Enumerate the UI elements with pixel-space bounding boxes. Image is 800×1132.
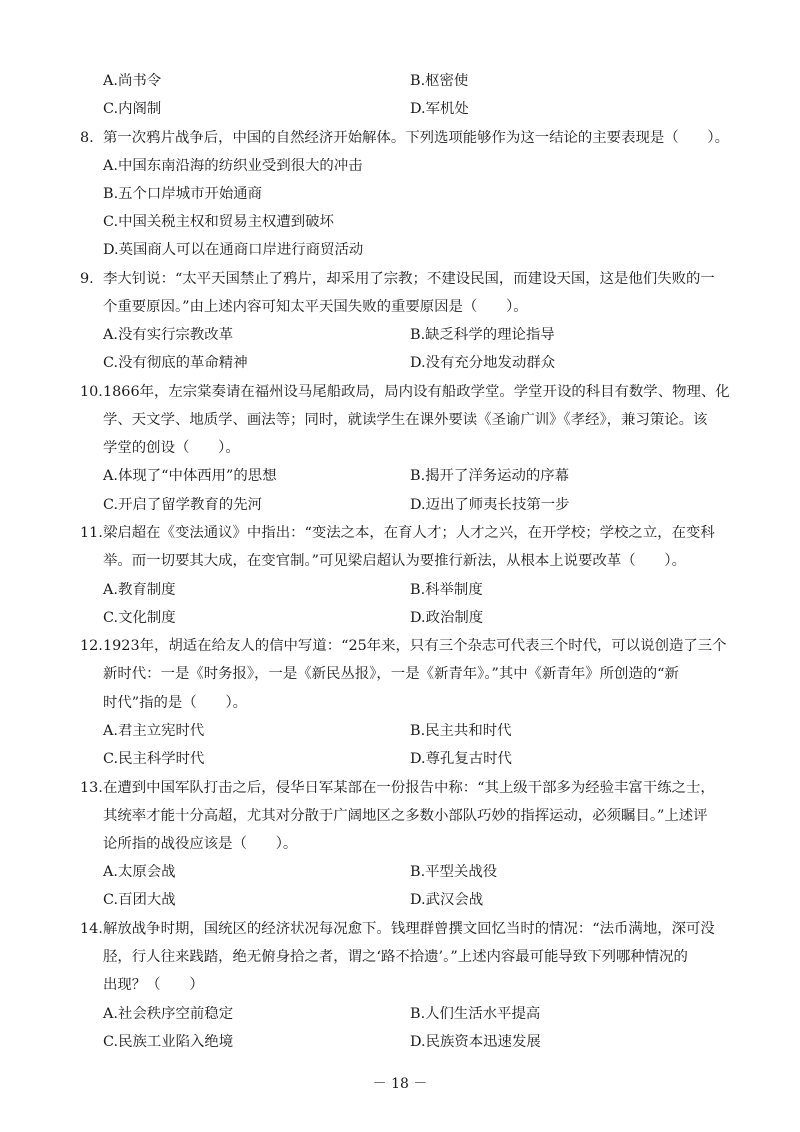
q10-option-b: B.揭开了洋务运动的序幕 <box>410 468 570 484</box>
q7-option-b: B.枢密使 <box>410 73 469 89</box>
q14-stem-line-2: 胫，行人往来践踏，绝无俯身拾之者，谓之‘路不拾遗’。”上述内容最可能导致下列哪种情况的 <box>103 949 688 965</box>
q7-option-a: A.尚书令 <box>103 73 162 89</box>
q12-stem-line-3: 时代”指的是（ ）。 <box>103 695 248 711</box>
q12-number: 12. <box>80 638 103 654</box>
q8-stem-line-1: 8. 第一次鸦片战争后，中国的自然经济开始解体。下列选项能够作为这一结论的主要表现是（ ）。 <box>80 124 733 152</box>
q9-number: 9. <box>80 271 94 287</box>
q12-stem-line-2: 新时代：一是《时务报》，一是《新民丛报》，一是《新青年》。”其中《新青年》所创造的“新 <box>103 666 679 682</box>
q14-option-c: C.民族工业陷入绝境 <box>103 1034 234 1050</box>
q8-option-d: D.英国商人可以在通商口岸进行商贸活动 <box>103 242 364 258</box>
q12-option-a: A.君主立宪时代 <box>103 723 205 739</box>
q10-number: 10. <box>80 384 103 400</box>
q10-option-c: C.开启了留学教育的先河 <box>103 497 262 513</box>
q10-option-d: D.迈出了师夷长技第一步 <box>410 497 570 513</box>
q12-option-b: B.民主共和时代 <box>410 723 512 739</box>
q9-option-c: C.没有彻底的革命精神 <box>103 355 248 371</box>
q13-stem-line-1: 13.在遭到中国军队打击之后，侵华日军某部在一份报告中称：“其上级干部多为经验丰富干练之士， <box>80 774 733 802</box>
q11-option-c: C.文化制度 <box>103 610 176 626</box>
page-number: － 18 － <box>372 1076 428 1092</box>
q13-option-b: B.平型关战役 <box>410 864 498 880</box>
q11-option-b: B.科举制度 <box>410 582 483 598</box>
q14-option-a: A.社会秩序空前稳定 <box>103 1006 234 1022</box>
q14-stem-line-1: 14.解放战争时期，国统区的经济状况每况愈下。钱理群曾撰文回忆当时的情况：“法币满地，深可没 <box>80 915 733 943</box>
q13-stem-line-2: 其统率才能十分高超，尤其对分散于广阔地区之多数小部队巧妙的指挥运动，必须瞩目。”上述评 <box>103 808 708 824</box>
q12-option-d: D.尊孔复古时代 <box>410 751 512 767</box>
q9-stem-line-2: 个重要原因。”由上述内容可知太平天国失败的重要原因是（ ）。 <box>103 299 528 315</box>
q7-option-d: D.军机处 <box>410 101 469 117</box>
q11-option-d: D.政治制度 <box>410 610 484 626</box>
q12-option-c: C.民主科学时代 <box>103 751 205 767</box>
q13-option-a: A.太原会战 <box>103 864 176 880</box>
q10-stem-line-3: 学堂的创设（ ）。 <box>103 440 240 456</box>
q9-option-a: A.没有实行宗教改革 <box>103 327 234 343</box>
q9-option-b: B.缺乏科学的理论指导 <box>410 327 555 343</box>
q8-option-a: A.中国东南沿海的纺织业受到很大的冲击 <box>103 158 363 174</box>
q9-option-d: D.没有充分地发动群众 <box>410 355 556 371</box>
q13-stem-line-3: 论所指的战役应该是（ ）。 <box>103 836 298 852</box>
q10-stem-line-1: 10.1866年，左宗棠奏请在福州设马尾船政局，局内设有船政学堂。学堂开设的科目有数学、物理、化 <box>80 378 733 406</box>
q14-option-b: B.人们生活水平提高 <box>410 1006 541 1022</box>
q14-stem-line-3: 出现？（ ） <box>103 977 204 993</box>
q11-stem-line-1: 11.梁启超在《变法通议》中指出：“变法之本，在育人才；人才之兴，在开学校；学校之立，在变科 <box>80 519 733 547</box>
q10-option-a: A.体现了“中体西用”的思想 <box>103 468 277 484</box>
q14-number: 14. <box>80 921 103 937</box>
q13-option-d: D.武汉会战 <box>410 892 484 908</box>
q11-number: 11. <box>80 525 103 541</box>
q12-stem-line-1: 12.1923年，胡适在给友人的信中写道：“25年来，只有三个杂志可代表三个时代，可以说创造了三个 <box>80 632 733 660</box>
q8-option-b: B.五个口岸城市开始通商 <box>103 186 263 202</box>
q11-option-a: A.教育制度 <box>103 582 176 598</box>
q10-stem-line-2: 学、天文学、地质学、画法等；同时，就读学生在课外要读《圣谕广训》《孝经》，兼习策论。该 <box>103 412 708 428</box>
q8-number: 8. <box>80 130 94 146</box>
q8-option-c: C.中国关税主权和贸易主权遭到破坏 <box>103 214 334 230</box>
q13-option-c: C.百团大战 <box>103 892 176 908</box>
q7-option-c: C.内阁制 <box>103 101 162 117</box>
q9-stem-line-1: 9. 李大钊说：“太平天国禁止了鸦片，却采用了宗教；不建设民国，而建设天国，这是他们失败的一 <box>80 265 733 293</box>
q13-number: 13. <box>80 780 103 796</box>
q11-stem-line-2: 举。而一切要其大成，在变官制。”可见梁启超认为要推行新法，从根本上说要改革（ ）。 <box>103 553 686 569</box>
q14-option-d: D.民族资本迅速发展 <box>410 1034 541 1050</box>
